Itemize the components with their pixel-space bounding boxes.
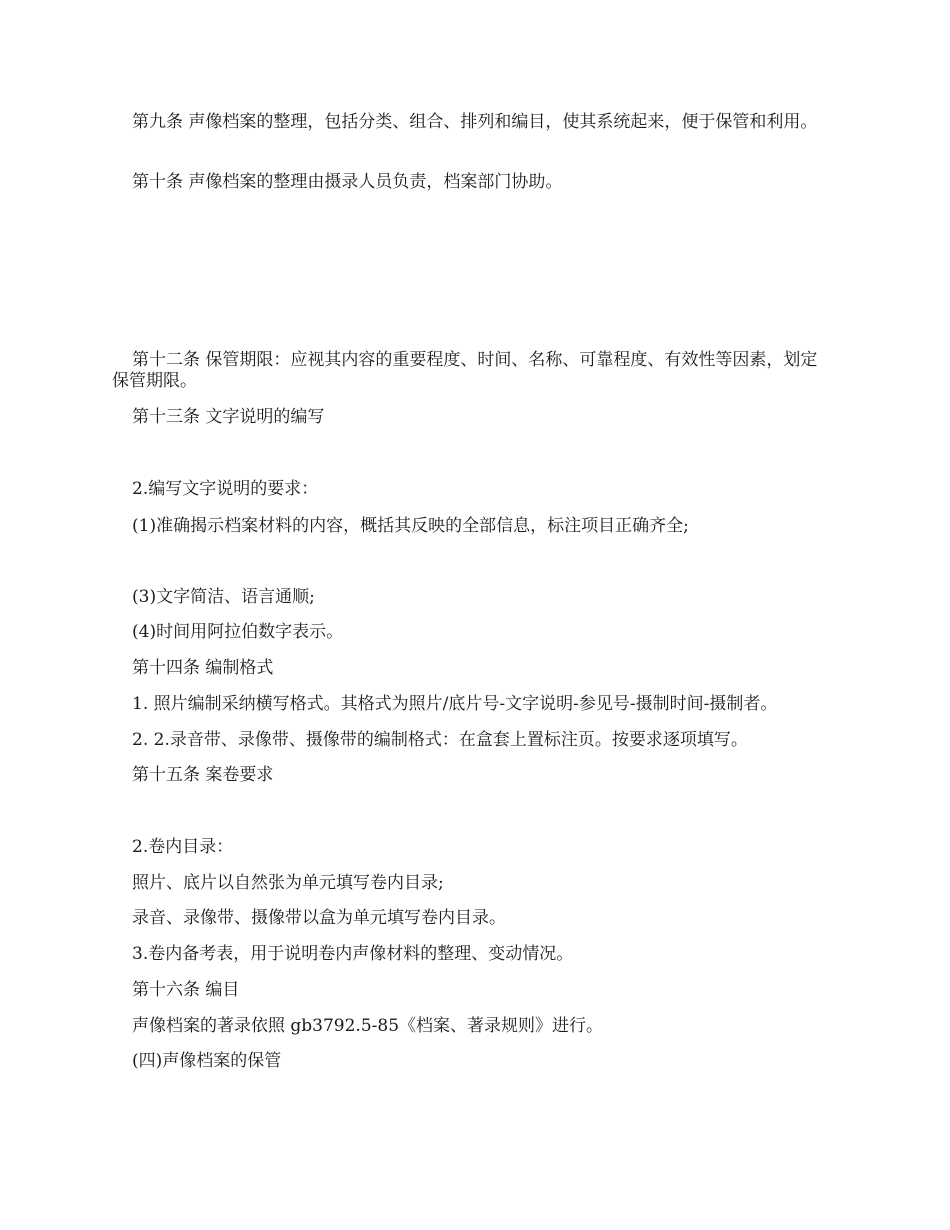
paragraph-volume-catalog: 2.卷内目录： xyxy=(132,837,234,857)
paragraph-tape-catalog: 录音、录像带、摄像带以盒为单元填写卷内目录。 xyxy=(132,908,506,928)
paragraph-article-9: 第九条 声像档案的整理，包括分类、组合、排列和编目，使其系统起来，便于保管和利用。 xyxy=(132,112,818,132)
paragraph-article-10: 第十条 声像档案的整理由摄录人员负责，档案部门协助。 xyxy=(132,172,563,192)
paragraph-article-12: 第十二条 保管期限：应视其内容的重要程度、时间、名称、可靠程度、有效性等因素，划定保管期限。 xyxy=(112,350,818,391)
paragraph-article-16: 第十六条 编目 xyxy=(132,980,240,1000)
paragraph-tape-format: 2. 2.录音带、录像带、摄像带的编制格式：在盒套上置标注页。按要求逐项填写。 xyxy=(132,730,748,750)
paragraph-article-13: 第十三条 文字说明的编写 xyxy=(132,407,325,427)
paragraph-photo-format: 1. 照片编制采纳横写格式。其格式为照片/底片号-文字说明-参见号-摄制时间-摄制者。 xyxy=(132,694,778,714)
paragraph-item-1-accuracy: (1)准确揭示档案材料的内容，概括其反映的全部信息，标注项目正确齐全; xyxy=(132,516,689,536)
paragraph-item-2-requirements: 2.编写文字说明的要求： xyxy=(132,479,319,499)
paragraph-photo-catalog: 照片、底片以自然张为单元填写卷内目录; xyxy=(132,873,444,893)
paragraph-cataloging-rules: 声像档案的著录依照 gb3792.5-85《档案、著录规则》进行。 xyxy=(132,1016,604,1036)
paragraph-article-15: 第十五条 案卷要求 xyxy=(132,765,274,785)
paragraph-reference-table: 3.卷内备考表，用于说明卷内声像材料的整理、变动情况。 xyxy=(132,944,574,964)
paragraph-item-3-concise: (3)文字简洁、语言通顺; xyxy=(132,587,315,607)
paragraph-section-4-storage: (四)声像档案的保管 xyxy=(132,1051,282,1071)
paragraph-article-14: 第十四条 编制格式 xyxy=(132,658,274,678)
paragraph-item-4-arabic-numerals: (4)时间用阿拉伯数字表示。 xyxy=(132,622,344,642)
